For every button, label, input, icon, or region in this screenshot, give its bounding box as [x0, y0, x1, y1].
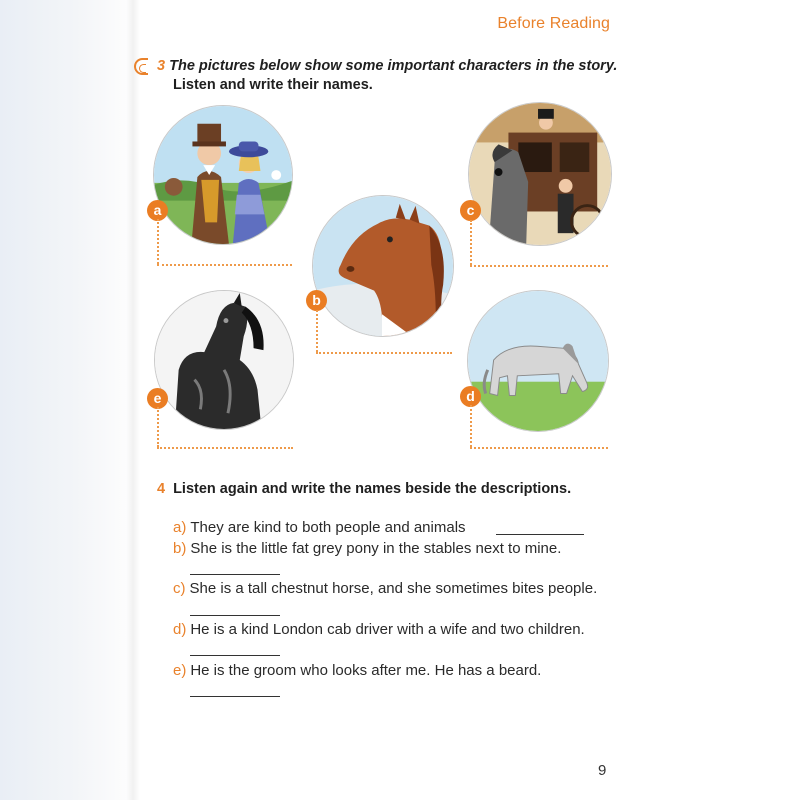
picture-b-badge: b [306, 290, 327, 311]
exercise-3-number: 3 [157, 58, 166, 74]
exercise-3-line1: The pictures below show some important characters in the story. [169, 58, 618, 74]
page-number: 9 [598, 762, 607, 779]
answer-line-d[interactable] [470, 447, 608, 449]
answer-blank-e[interactable] [190, 696, 280, 697]
description-a-text: They are kind to both people and animals [190, 519, 466, 536]
answer-line-e[interactable] [157, 447, 293, 449]
answer-line-b-vertical [316, 310, 318, 352]
description-d [173, 621, 585, 638]
black-horse-illustration [154, 290, 294, 430]
exercise-4-number: 4 [157, 481, 166, 497]
exercise-3-line2: Listen and write their names. [173, 77, 373, 93]
picture-c-badge: c [460, 200, 481, 221]
answer-line-d-vertical [470, 405, 472, 447]
page-binding-shadow [0, 0, 138, 800]
section-header: Before Reading [497, 15, 610, 32]
picture-d-badge: d [460, 386, 481, 407]
description-d-letter: d) [173, 621, 187, 638]
description-e-text: He is the groom who looks after me. He has a beard. [190, 662, 542, 679]
description-a [173, 519, 466, 536]
description-b-text: She is the little fat grey pony in the stables next to mine. [190, 540, 562, 557]
binding-edge [126, 0, 140, 800]
answer-blank-c[interactable] [190, 615, 280, 616]
answer-line-e-vertical [157, 407, 159, 447]
grey-pony-grazing-illustration [467, 290, 609, 432]
answer-blank-d[interactable] [190, 655, 280, 656]
answer-line-a[interactable] [157, 264, 292, 266]
description-e [173, 662, 541, 679]
exercise-4-text: Listen again and write the names beside the descriptions. [173, 481, 572, 497]
answer-line-c-vertical [470, 220, 472, 265]
description-c-text: She is a tall chestnut horse, and she sometimes bites people. [189, 580, 598, 597]
horse-drawn-cab-illustration [468, 102, 612, 246]
description-b [173, 540, 561, 557]
answer-line-b[interactable] [316, 352, 452, 354]
picture-a-badge: a [147, 200, 168, 221]
answer-line-c[interactable] [470, 265, 608, 267]
description-b-letter: b) [173, 540, 187, 557]
description-c-letter: c) [173, 580, 186, 597]
chestnut-horse-head-illustration [312, 195, 454, 337]
description-c [173, 580, 597, 597]
answer-blank-a[interactable] [496, 534, 584, 535]
exercise-3-instruction [135, 57, 635, 95]
description-e-letter: e) [173, 662, 187, 679]
description-d-text: He is a kind London cab driver with a wife and two children. [190, 621, 585, 638]
exercise-4-instruction [157, 481, 571, 497]
picture-e-badge: e [147, 388, 168, 409]
couple-with-top-hat-illustration [153, 105, 293, 245]
description-a-letter: a) [173, 519, 187, 536]
answer-line-a-vertical [157, 219, 159, 264]
answer-blank-b[interactable] [190, 574, 280, 575]
